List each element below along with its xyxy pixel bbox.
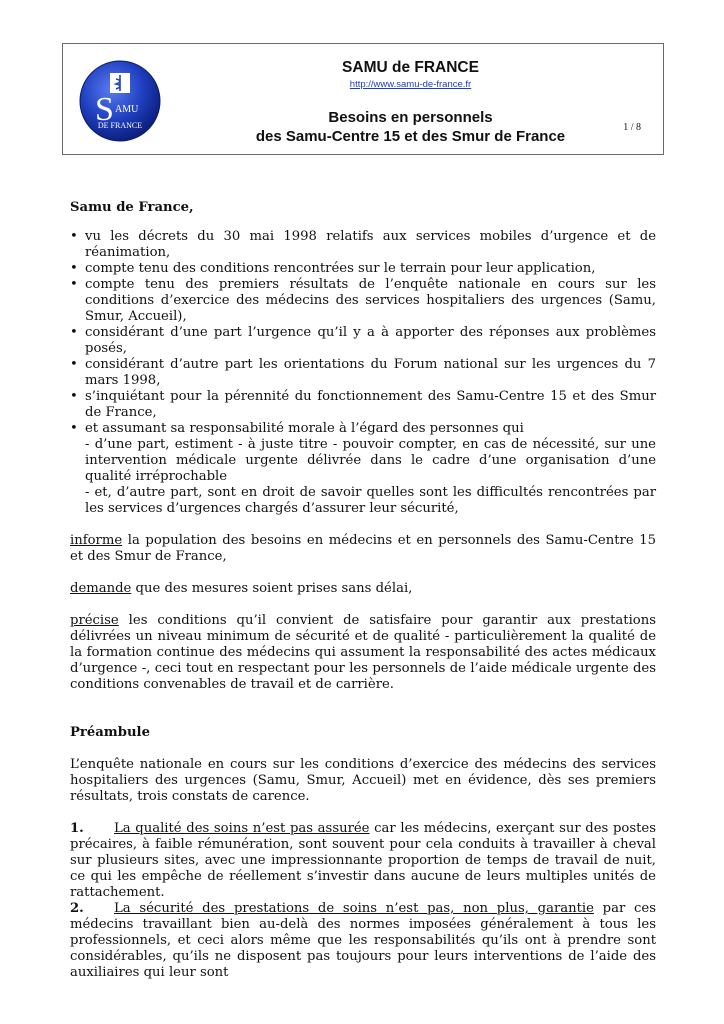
org-url-link[interactable]: http://www.samu-de-france.fr: [349, 79, 472, 90]
action-verb: informe: [70, 533, 123, 548]
list-item: • s’inquiétant pour la pérennité du fonctionnement des Samu-Centre 15 et des Smur de France,: [70, 389, 656, 421]
item-number: 1.: [70, 821, 84, 836]
org-name: SAMU de FRANCE: [342, 59, 479, 76]
item-text: car les médecins, exerçant sur des postes précaires, à faible rémunération, sont souvent pour cela conduits à travailler à cheval sur plusieurs sites, avec une impressionnante proportion de temps de travail de nuit, ce qui les empêche de réellement s’investir dans aucune de leurs multiples unités de rattachement.: [70, 821, 656, 900]
list-item: • considérant d’une part l’urgence qu’il y a à apporter des réponses aux problèmes posés,: [70, 325, 656, 357]
svg-text:AMU: AMU: [115, 104, 139, 115]
action-verb: précise: [70, 613, 119, 628]
numbered-item: [70, 821, 656, 901]
considerations-list: [70, 229, 656, 517]
item-number: 2.: [70, 901, 84, 916]
addressee: Samu de France,: [70, 200, 194, 215]
list-item: • vu les décrets du 30 mai 1998 relatifs aux services mobiles d’urgence et de réanimation,: [70, 229, 656, 261]
list-item-text: et assumant sa responsabilité morale à l’égard des personnes qui: [85, 421, 524, 436]
list-item: [70, 421, 656, 517]
item-lead: La qualité des soins n’est pas assurée: [114, 821, 370, 836]
item-lead: La sécurité des prestations de soins n’est pas, non plus, garantie: [114, 901, 594, 916]
list-item: • considérant d’autre part les orientations du Forum national sur les urgences du 7 mars 1998,: [70, 357, 656, 389]
svg-text:DE FRANCE: DE FRANCE: [97, 121, 143, 130]
svg-text:S: S: [95, 91, 114, 128]
sub-item: - et, d’autre part, sont en droit de savoir quelles sont les difficultés rencontrées par les services d’urgences chargés d’assurer leur sécurité,: [85, 485, 656, 516]
action-verb: demande: [70, 581, 132, 596]
list-item: • compte tenu des conditions rencontrées sur le terrain pour leur application,: [70, 261, 656, 277]
action-paragraph: [70, 613, 656, 693]
numbered-item: [70, 901, 656, 981]
document-body: [70, 200, 656, 981]
title-line-2: des Samu-Centre 15 et des Smur de France: [255, 128, 566, 145]
page-number: 1 / 8: [623, 122, 641, 133]
document-header: [62, 43, 664, 155]
action-paragraph: [70, 581, 656, 597]
item-text: par ces médecins travaillant bien au-delà des normes imposées généralement à tous les professionnels, et ceci alors même que les responsabilités qu’ils ont à prendre sont considérables, qu’ils ne disposent pas toujours pour leurs interventions de l’aide des auxiliaires qui leur sont: [70, 901, 656, 980]
action-text: la population des besoins en médecins et en personnels des Samu-Centre 15 et des Smur de France,: [70, 533, 656, 564]
section-heading: Préambule: [70, 725, 150, 740]
action-paragraph: [70, 533, 656, 565]
preambule-paragraph: L’enquête nationale en cours sur les conditions d’exercice des médecins des services hospitaliers des urgences (Samu, Smur, Accueil) met en évidence, dès ses premiers résultats, trois constats de carence.: [70, 757, 656, 804]
action-text: les conditions qu’il convient de satisfaire pour garantir aux prestations délivrées un niveau minimum de sécurité et de qualité - particulièrement la qualité de la formation continue des médecins qui assument la responsabilité des actes médicaux d’urgence -, ceci tout en respectant pour les personnels de l’aide médicale urgente des conditions convenables de travail et de carrière.: [70, 613, 656, 692]
sub-item: - d’une part, estiment - à juste titre - pouvoir compter, en cas de nécessité, sur une intervention médicale urgente délivrée dans le cadre d’une organisation d’une qualité irréprochable: [85, 437, 656, 484]
title-line-1: Besoins en personnels: [328, 109, 493, 126]
list-item: • compte tenu des premiers résultats de l’enquête nationale en cours sur les conditions d’exercice des médecins des services hospitaliers des urgences (Samu, Smur, Accueil),: [70, 277, 656, 325]
action-text: que des mesures soient prises sans délai,: [131, 581, 413, 596]
document-title: [63, 108, 663, 146]
